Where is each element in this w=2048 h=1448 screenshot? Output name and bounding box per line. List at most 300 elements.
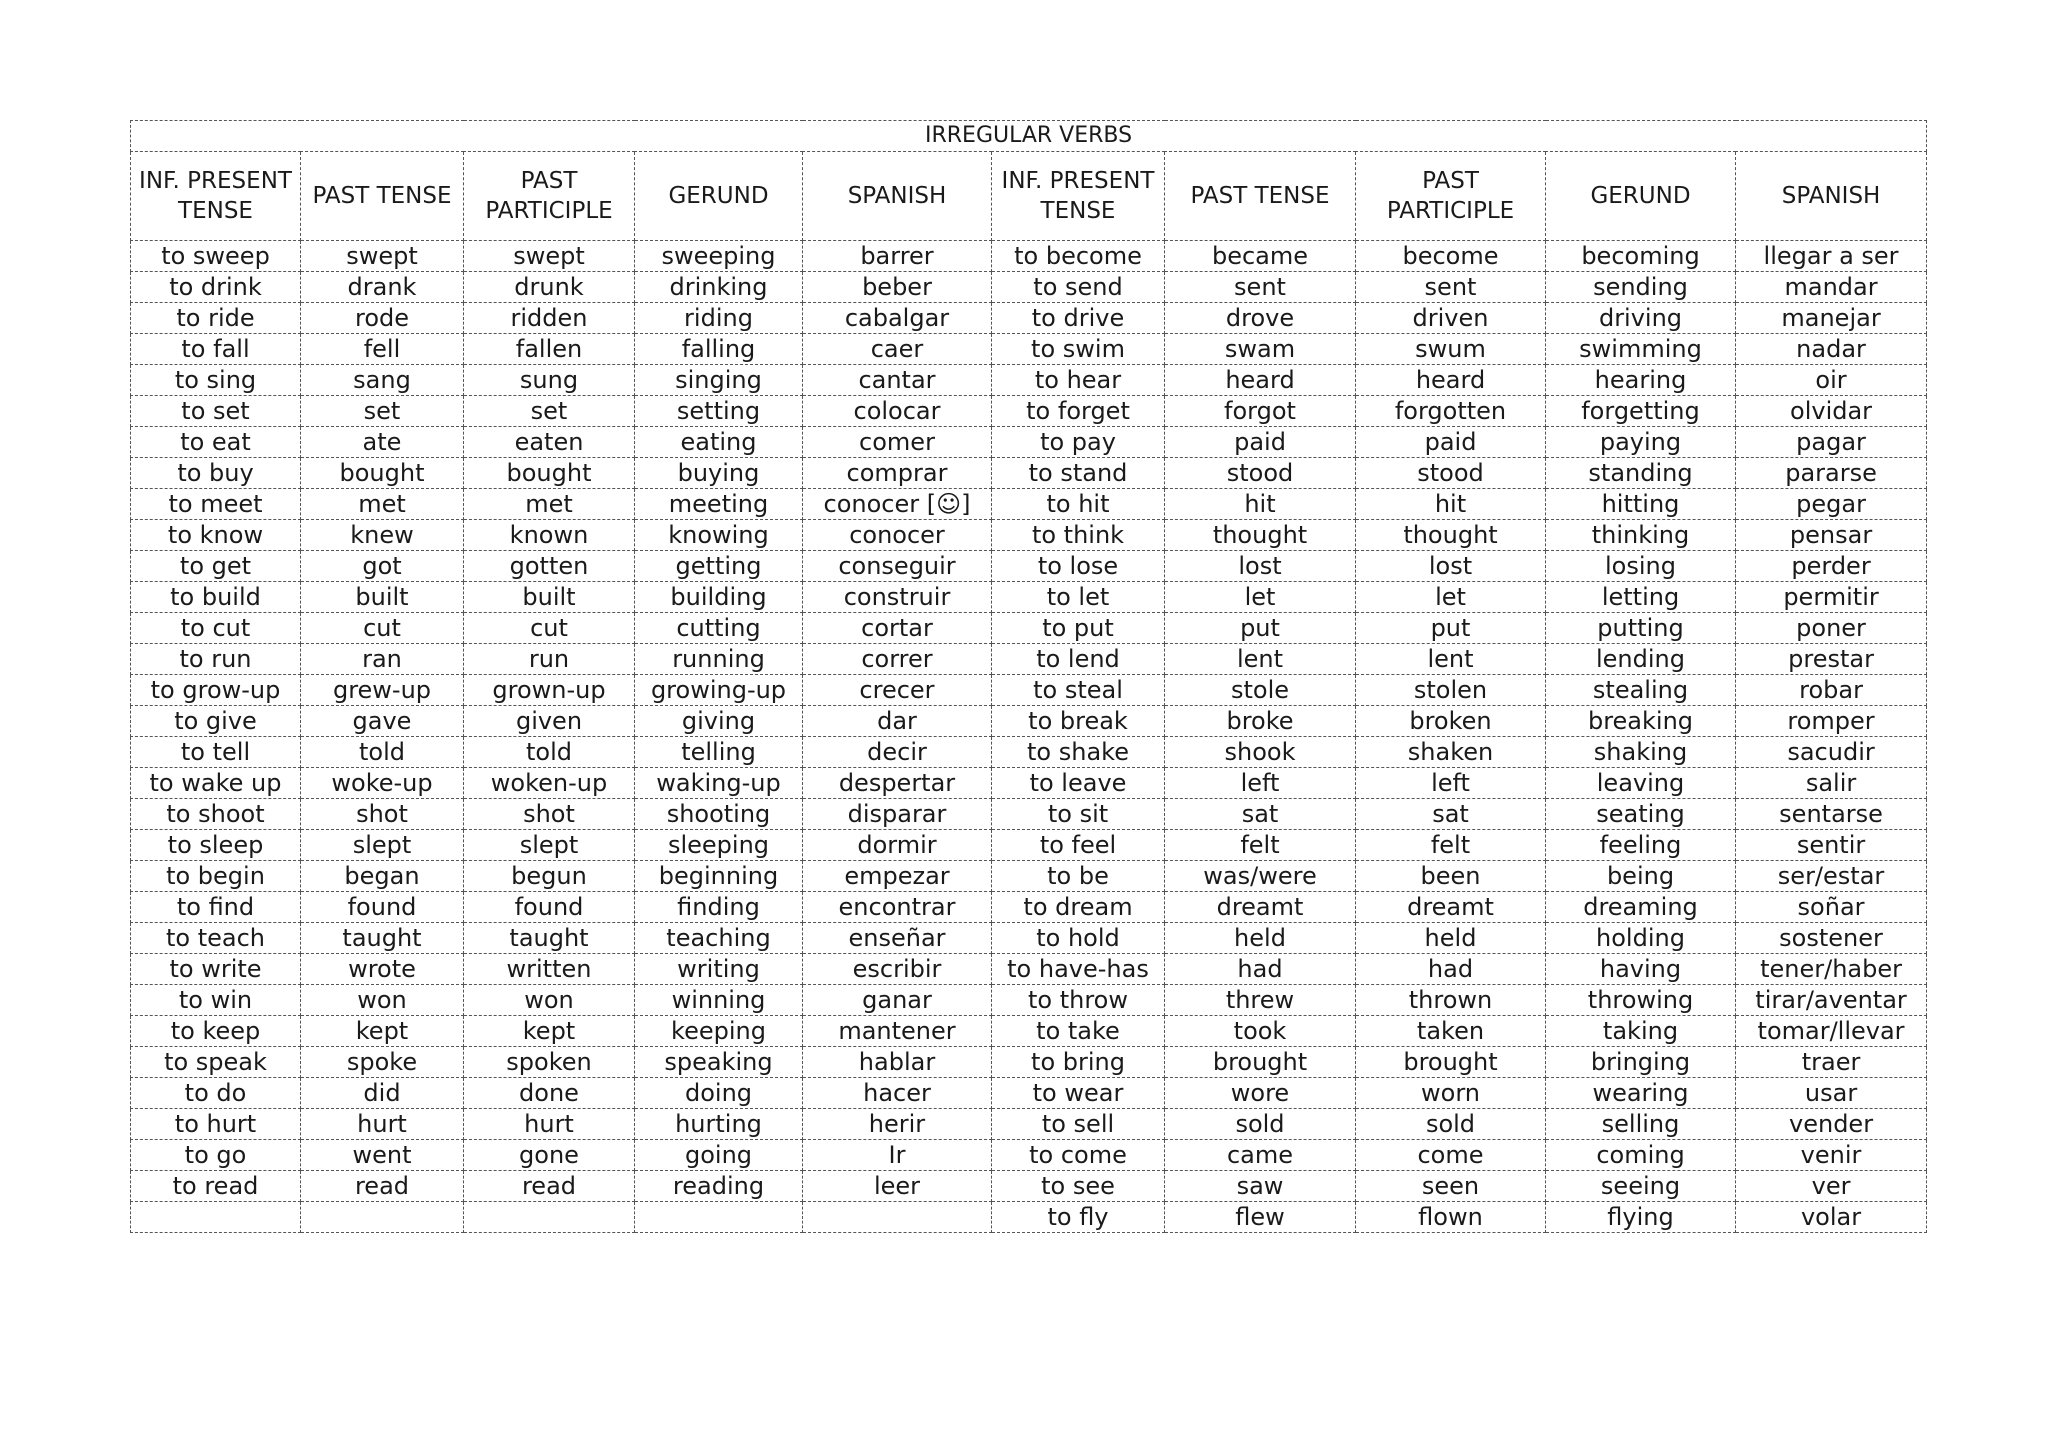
cell-past-tense: sent — [1165, 272, 1356, 303]
column-header-spanish: SPANISH — [1736, 152, 1927, 241]
cell-past-tense: shook — [1165, 737, 1356, 768]
table-row — [131, 1078, 1927, 1109]
irregular-verbs-sheet — [130, 120, 1926, 1233]
cell-infinitive: to find — [131, 892, 301, 923]
cell-past-tense: gave — [301, 706, 464, 737]
cell-past-participle: met — [464, 489, 635, 520]
cell-gerund: having — [1546, 954, 1736, 985]
table-row — [131, 272, 1927, 303]
cell-past-participle: seen — [1356, 1171, 1546, 1202]
cell-infinitive: to hurt — [131, 1109, 301, 1140]
table-row — [131, 799, 1927, 830]
cell-past-tense: sat — [1165, 799, 1356, 830]
cell-spanish: oir — [1736, 365, 1927, 396]
cell-gerund: bringing — [1546, 1047, 1736, 1078]
cell-gerund: holding — [1546, 923, 1736, 954]
cell-spanish: mandar — [1736, 272, 1927, 303]
table-row — [131, 365, 1927, 396]
cell-infinitive: to tell — [131, 737, 301, 768]
cell-gerund: meeting — [635, 489, 803, 520]
cell-gerund: swimming — [1546, 334, 1736, 365]
cell-past-tense: ran — [301, 644, 464, 675]
cell-past-participle: swum — [1356, 334, 1546, 365]
cell-spanish: robar — [1736, 675, 1927, 706]
irregular-verbs-table — [130, 120, 1927, 1233]
cell-past-participle: gotten — [464, 551, 635, 582]
cell-gerund: wearing — [1546, 1078, 1736, 1109]
cell-infinitive: to drink — [131, 272, 301, 303]
cell-infinitive: to sweep — [131, 241, 301, 272]
cell-spanish: salir — [1736, 768, 1927, 799]
table-body — [131, 121, 1927, 1233]
column-header-spanish: SPANISH — [803, 152, 992, 241]
cell-spanish: volar — [1736, 1202, 1927, 1233]
cell-past-participle — [464, 1202, 635, 1233]
cell-past-tense: began — [301, 861, 464, 892]
cell-past-participle: spoken — [464, 1047, 635, 1078]
cell-gerund: taking — [1546, 1016, 1736, 1047]
cell-gerund: going — [635, 1140, 803, 1171]
cell-spanish: venir — [1736, 1140, 1927, 1171]
cell-past-participle: sent — [1356, 272, 1546, 303]
cell-past-tense: paid — [1165, 427, 1356, 458]
cell-spanish: cantar — [803, 365, 992, 396]
table-row — [131, 241, 1927, 272]
cell-past-tense: went — [301, 1140, 464, 1171]
cell-past-tense: found — [301, 892, 464, 923]
cell-past-tense: threw — [1165, 985, 1356, 1016]
cell-infinitive: to hit — [992, 489, 1165, 520]
table-row — [131, 861, 1927, 892]
cell-infinitive: to think — [992, 520, 1165, 551]
cell-infinitive: to leave — [992, 768, 1165, 799]
cell-past-participle: kept — [464, 1016, 635, 1047]
table-row — [131, 737, 1927, 768]
cell-infinitive: to shake — [992, 737, 1165, 768]
cell-past-participle: known — [464, 520, 635, 551]
cell-gerund: shaking — [1546, 737, 1736, 768]
table-row — [131, 458, 1927, 489]
cell-infinitive: to stand — [992, 458, 1165, 489]
cell-past-participle: taught — [464, 923, 635, 954]
cell-spanish: beber — [803, 272, 992, 303]
cell-gerund: selling — [1546, 1109, 1736, 1140]
cell-past-participle: thought — [1356, 520, 1546, 551]
cell-past-tense: taught — [301, 923, 464, 954]
cell-infinitive: to grow-up — [131, 675, 301, 706]
cell-spanish: leer — [803, 1171, 992, 1202]
cell-spanish: despertar — [803, 768, 992, 799]
cell-past-participle: broken — [1356, 706, 1546, 737]
cell-gerund: getting — [635, 551, 803, 582]
cell-spanish: dar — [803, 706, 992, 737]
cell-past-participle: found — [464, 892, 635, 923]
cell-past-tense: read — [301, 1171, 464, 1202]
cell-gerund: forgetting — [1546, 396, 1736, 427]
cell-spanish: disparar — [803, 799, 992, 830]
cell-infinitive: to wake up — [131, 768, 301, 799]
cell-past-participle: sold — [1356, 1109, 1546, 1140]
cell-past-tense: sang — [301, 365, 464, 396]
cell-past-participle: set — [464, 396, 635, 427]
cell-gerund: hearing — [1546, 365, 1736, 396]
column-header-gerund: GERUND — [635, 152, 803, 241]
cell-gerund: buying — [635, 458, 803, 489]
cell-spanish: perder — [1736, 551, 1927, 582]
cell-gerund: leaving — [1546, 768, 1736, 799]
cell-spanish: conocer [☺] — [803, 489, 992, 520]
cell-past-participle: ridden — [464, 303, 635, 334]
cell-past-tense: came — [1165, 1140, 1356, 1171]
cell-infinitive: to teach — [131, 923, 301, 954]
table-row — [131, 1140, 1927, 1171]
table-row — [131, 644, 1927, 675]
cell-past-participle: left — [1356, 768, 1546, 799]
cell-past-participle: driven — [1356, 303, 1546, 334]
cell-infinitive: to fly — [992, 1202, 1165, 1233]
cell-infinitive: to cut — [131, 613, 301, 644]
cell-spanish: ganar — [803, 985, 992, 1016]
cell-gerund: falling — [635, 334, 803, 365]
table-row — [131, 520, 1927, 551]
cell-gerund: drinking — [635, 272, 803, 303]
cell-gerund: breaking — [1546, 706, 1736, 737]
cell-spanish: comer — [803, 427, 992, 458]
cell-gerund: stealing — [1546, 675, 1736, 706]
cell-past-participle: woken-up — [464, 768, 635, 799]
cell-past-tense: wore — [1165, 1078, 1356, 1109]
cell-past-participle: gone — [464, 1140, 635, 1171]
cell-infinitive: to hear — [992, 365, 1165, 396]
cell-spanish: enseñar — [803, 923, 992, 954]
cell-past-tense: drank — [301, 272, 464, 303]
table-row — [131, 954, 1927, 985]
cell-past-participle: forgotten — [1356, 396, 1546, 427]
cell-gerund: putting — [1546, 613, 1736, 644]
cell-spanish: llegar a ser — [1736, 241, 1927, 272]
cell-gerund: seeing — [1546, 1171, 1736, 1202]
cell-gerund: beginning — [635, 861, 803, 892]
cell-past-tense: ate — [301, 427, 464, 458]
cell-gerund: building — [635, 582, 803, 613]
cell-past-participle: stolen — [1356, 675, 1546, 706]
cell-infinitive: to be — [992, 861, 1165, 892]
cell-past-tense: told — [301, 737, 464, 768]
cell-spanish: usar — [1736, 1078, 1927, 1109]
cell-past-participle: read — [464, 1171, 635, 1202]
cell-past-tense: got — [301, 551, 464, 582]
cell-spanish: soñar — [1736, 892, 1927, 923]
cell-past-participle: lent — [1356, 644, 1546, 675]
cell-past-tense: heard — [1165, 365, 1356, 396]
cell-spanish — [803, 1202, 992, 1233]
cell-spanish: vender — [1736, 1109, 1927, 1140]
cell-spanish: cortar — [803, 613, 992, 644]
cell-spanish: ser/estar — [1736, 861, 1927, 892]
cell-infinitive: to speak — [131, 1047, 301, 1078]
cell-infinitive: to come — [992, 1140, 1165, 1171]
column-header-infinitive: INF. PRESENT TENSE — [992, 152, 1165, 241]
cell-past-tense: lent — [1165, 644, 1356, 675]
cell-past-participle: drunk — [464, 272, 635, 303]
cell-infinitive: to sell — [992, 1109, 1165, 1140]
table-title: IRREGULAR VERBS — [131, 121, 1927, 152]
cell-infinitive: to give — [131, 706, 301, 737]
cell-gerund: becoming — [1546, 241, 1736, 272]
title-row — [131, 121, 1927, 152]
cell-spanish: empezar — [803, 861, 992, 892]
cell-past-tense: swam — [1165, 334, 1356, 365]
cell-spanish: colocar — [803, 396, 992, 427]
cell-past-tense: wrote — [301, 954, 464, 985]
cell-past-participle: held — [1356, 923, 1546, 954]
cell-infinitive: to sing — [131, 365, 301, 396]
table-row — [131, 489, 1927, 520]
cell-past-participle: run — [464, 644, 635, 675]
cell-infinitive: to run — [131, 644, 301, 675]
cell-gerund: cutting — [635, 613, 803, 644]
cell-past-tense: put — [1165, 613, 1356, 644]
cell-infinitive: to keep — [131, 1016, 301, 1047]
cell-past-tense: sold — [1165, 1109, 1356, 1140]
cell-gerund: knowing — [635, 520, 803, 551]
cell-past-tense: felt — [1165, 830, 1356, 861]
cell-past-participle: dreamt — [1356, 892, 1546, 923]
cell-infinitive: to become — [992, 241, 1165, 272]
cell-infinitive: to set — [131, 396, 301, 427]
cell-gerund: thinking — [1546, 520, 1736, 551]
cell-infinitive: to lend — [992, 644, 1165, 675]
table-row — [131, 303, 1927, 334]
cell-gerund: paying — [1546, 427, 1736, 458]
cell-infinitive: to write — [131, 954, 301, 985]
cell-infinitive: to lose — [992, 551, 1165, 582]
cell-gerund: running — [635, 644, 803, 675]
cell-gerund: doing — [635, 1078, 803, 1109]
cell-spanish: encontrar — [803, 892, 992, 923]
cell-gerund: sleeping — [635, 830, 803, 861]
cell-past-participle: hurt — [464, 1109, 635, 1140]
cell-spanish: construir — [803, 582, 992, 613]
cell-infinitive: to buy — [131, 458, 301, 489]
cell-infinitive: to break — [992, 706, 1165, 737]
table-row — [131, 551, 1927, 582]
cell-gerund: letting — [1546, 582, 1736, 613]
cell-infinitive: to pay — [992, 427, 1165, 458]
table-row — [131, 830, 1927, 861]
cell-infinitive: to forget — [992, 396, 1165, 427]
cell-past-tense: grew-up — [301, 675, 464, 706]
cell-past-tense: flew — [1165, 1202, 1356, 1233]
cell-past-participle: won — [464, 985, 635, 1016]
cell-gerund: losing — [1546, 551, 1736, 582]
cell-spanish: permitir — [1736, 582, 1927, 613]
cell-past-tense: left — [1165, 768, 1356, 799]
cell-infinitive: to win — [131, 985, 301, 1016]
cell-gerund: finding — [635, 892, 803, 923]
table-row — [131, 1047, 1927, 1078]
cell-spanish: Ir — [803, 1140, 992, 1171]
table-row — [131, 334, 1927, 365]
cell-spanish: sostener — [1736, 923, 1927, 954]
cell-past-tense: lost — [1165, 551, 1356, 582]
column-header-infinitive: INF. PRESENT TENSE — [131, 152, 301, 241]
cell-gerund: shooting — [635, 799, 803, 830]
cell-past-tense: stole — [1165, 675, 1356, 706]
cell-spanish: romper — [1736, 706, 1927, 737]
cell-infinitive: to meet — [131, 489, 301, 520]
cell-past-participle: taken — [1356, 1016, 1546, 1047]
cell-past-participle: brought — [1356, 1047, 1546, 1078]
cell-past-tense: cut — [301, 613, 464, 644]
cell-past-tense: rode — [301, 303, 464, 334]
table-row — [131, 923, 1927, 954]
cell-gerund: growing-up — [635, 675, 803, 706]
cell-past-participle: sung — [464, 365, 635, 396]
cell-gerund: throwing — [1546, 985, 1736, 1016]
cell-past-participle: given — [464, 706, 635, 737]
cell-past-tense: was/were — [1165, 861, 1356, 892]
cell-past-tense: set — [301, 396, 464, 427]
cell-spanish: hacer — [803, 1078, 992, 1109]
cell-gerund: riding — [635, 303, 803, 334]
cell-past-tense: met — [301, 489, 464, 520]
cell-spanish: dormir — [803, 830, 992, 861]
cell-past-participle: flown — [1356, 1202, 1546, 1233]
cell-gerund: standing — [1546, 458, 1736, 489]
cell-spanish: nadar — [1736, 334, 1927, 365]
cell-spanish: comprar — [803, 458, 992, 489]
cell-past-tense: slept — [301, 830, 464, 861]
cell-spanish: crecer — [803, 675, 992, 706]
cell-past-participle: paid — [1356, 427, 1546, 458]
cell-past-participle: written — [464, 954, 635, 985]
cell-spanish: sentarse — [1736, 799, 1927, 830]
cell-infinitive: to take — [992, 1016, 1165, 1047]
cell-infinitive: to put — [992, 613, 1165, 644]
cell-past-participle: built — [464, 582, 635, 613]
column-header-past-tense: PAST TENSE — [1165, 152, 1356, 241]
cell-past-tense: bought — [301, 458, 464, 489]
cell-past-participle: come — [1356, 1140, 1546, 1171]
cell-spanish: conseguir — [803, 551, 992, 582]
cell-infinitive: to see — [992, 1171, 1165, 1202]
cell-infinitive: to feel — [992, 830, 1165, 861]
cell-past-participle: felt — [1356, 830, 1546, 861]
cell-gerund: giving — [635, 706, 803, 737]
table-row — [131, 582, 1927, 613]
cell-infinitive: to steal — [992, 675, 1165, 706]
cell-past-tense: fell — [301, 334, 464, 365]
cell-gerund: lending — [1546, 644, 1736, 675]
cell-past-tense: became — [1165, 241, 1356, 272]
cell-gerund: waking-up — [635, 768, 803, 799]
cell-infinitive: to sleep — [131, 830, 301, 861]
cell-past-tense: broke — [1165, 706, 1356, 737]
cell-spanish: prestar — [1736, 644, 1927, 675]
cell-past-tense: spoke — [301, 1047, 464, 1078]
cell-past-tense: drove — [1165, 303, 1356, 334]
cell-past-tense: let — [1165, 582, 1356, 613]
cell-gerund: sending — [1546, 272, 1736, 303]
cell-gerund: singing — [635, 365, 803, 396]
cell-spanish: decir — [803, 737, 992, 768]
cell-spanish: hablar — [803, 1047, 992, 1078]
cell-past-participle: had — [1356, 954, 1546, 985]
cell-gerund: telling — [635, 737, 803, 768]
cell-spanish: escribir — [803, 954, 992, 985]
table-row — [131, 892, 1927, 923]
cell-gerund: writing — [635, 954, 803, 985]
cell-spanish: pegar — [1736, 489, 1927, 520]
table-row — [131, 985, 1927, 1016]
cell-past-participle: fallen — [464, 334, 635, 365]
column-header-gerund: GERUND — [1546, 152, 1736, 241]
column-header-past-participle: PAST PARTICIPLE — [464, 152, 635, 241]
cell-infinitive: to build — [131, 582, 301, 613]
cell-infinitive: to bring — [992, 1047, 1165, 1078]
cell-infinitive: to hold — [992, 923, 1165, 954]
cell-spanish: barrer — [803, 241, 992, 272]
cell-spanish: pararse — [1736, 458, 1927, 489]
table-row — [131, 768, 1927, 799]
cell-past-participle: lost — [1356, 551, 1546, 582]
cell-infinitive: to begin — [131, 861, 301, 892]
cell-infinitive: to drive — [992, 303, 1165, 334]
cell-past-participle: thrown — [1356, 985, 1546, 1016]
cell-past-tense: forgot — [1165, 396, 1356, 427]
column-header-past-tense: PAST TENSE — [301, 152, 464, 241]
cell-infinitive: to ride — [131, 303, 301, 334]
cell-infinitive: to have-has — [992, 954, 1165, 985]
cell-gerund: hurting — [635, 1109, 803, 1140]
cell-gerund: winning — [635, 985, 803, 1016]
cell-past-tense: hit — [1165, 489, 1356, 520]
cell-spanish: tener/haber — [1736, 954, 1927, 985]
table-row — [131, 1171, 1927, 1202]
cell-past-tense: had — [1165, 954, 1356, 985]
cell-past-tense: shot — [301, 799, 464, 830]
cell-infinitive: to let — [992, 582, 1165, 613]
column-header-past-participle: PAST PARTICIPLE — [1356, 152, 1546, 241]
cell-past-tense: saw — [1165, 1171, 1356, 1202]
cell-past-tense: thought — [1165, 520, 1356, 551]
cell-past-participle: begun — [464, 861, 635, 892]
cell-past-tense: built — [301, 582, 464, 613]
cell-infinitive: to eat — [131, 427, 301, 458]
cell-infinitive: to throw — [992, 985, 1165, 1016]
cell-infinitive: to get — [131, 551, 301, 582]
cell-spanish: pensar — [1736, 520, 1927, 551]
cell-past-participle: shot — [464, 799, 635, 830]
cell-spanish: olvidar — [1736, 396, 1927, 427]
cell-gerund: speaking — [635, 1047, 803, 1078]
cell-past-tense: dreamt — [1165, 892, 1356, 923]
cell-past-participle: cut — [464, 613, 635, 644]
cell-past-participle: swept — [464, 241, 635, 272]
cell-infinitive: to fall — [131, 334, 301, 365]
cell-spanish: cabalgar — [803, 303, 992, 334]
cell-spanish: pagar — [1736, 427, 1927, 458]
cell-past-tense: did — [301, 1078, 464, 1109]
cell-gerund: feeling — [1546, 830, 1736, 861]
cell-past-participle: bought — [464, 458, 635, 489]
cell-past-participle: stood — [1356, 458, 1546, 489]
cell-past-tense — [301, 1202, 464, 1233]
cell-spanish: traer — [1736, 1047, 1927, 1078]
cell-past-participle: eaten — [464, 427, 635, 458]
table-row — [131, 427, 1927, 458]
